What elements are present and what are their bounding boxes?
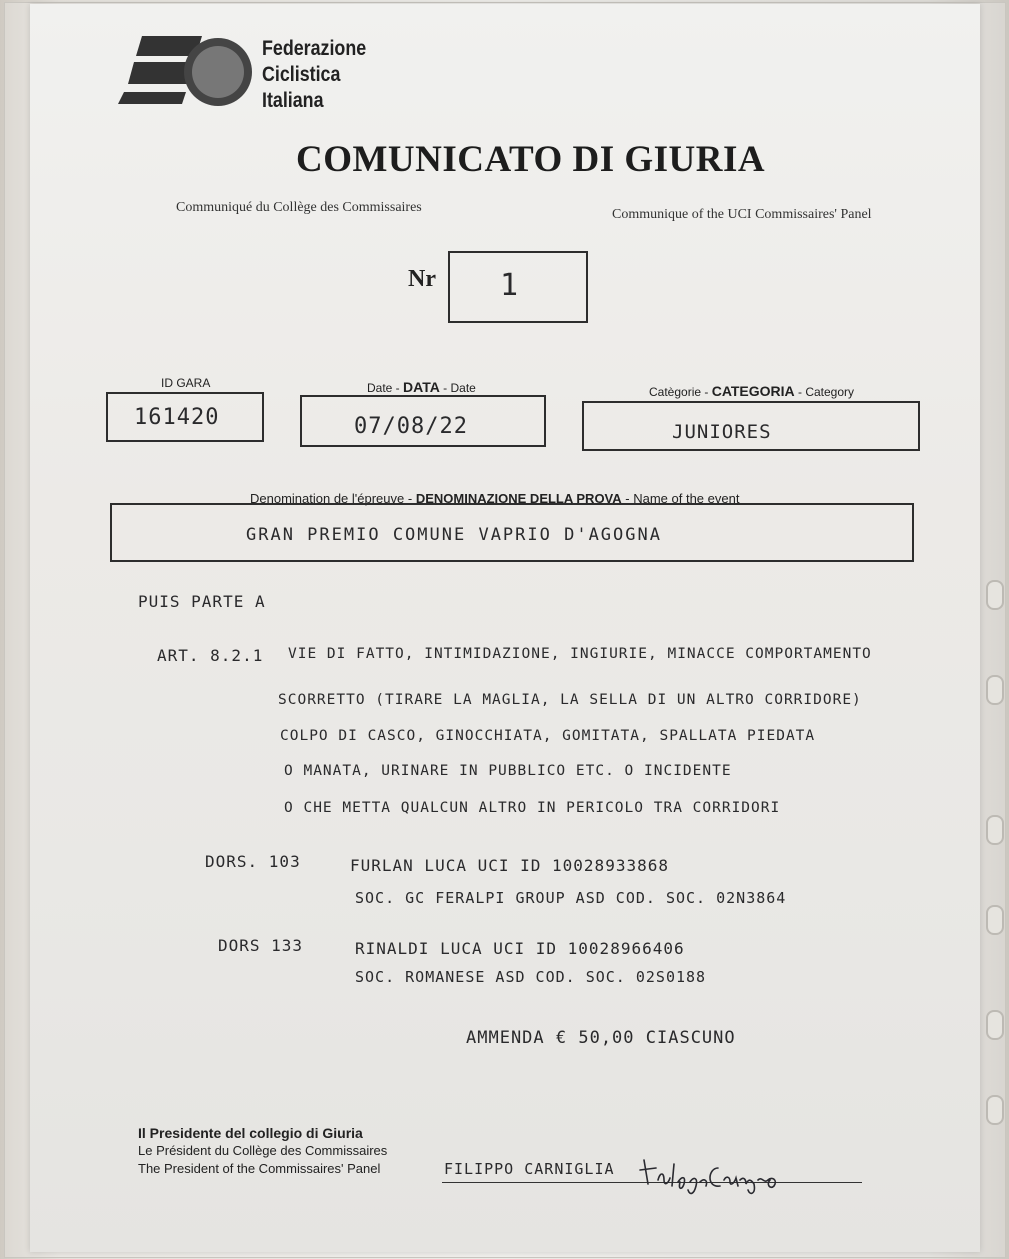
signature-icon [638,1150,788,1198]
sleeve-hole [986,815,1004,845]
article-line: SCORRETTO (TIRARE LA MAGLIA, LA SELLA DI UN ALTRO CORRIDORE) [278,692,862,708]
sleeve-hole [986,1010,1004,1040]
event-label: Denomination de l'épreuve - DENOMINAZIONE DELLA PROVA - Name of the event [250,491,740,506]
sleeve-hole [986,580,1004,610]
number-label: Nr [408,266,436,292]
article-line: O MANATA, URINARE IN PUBBLICO ETC. O INCIDENTE [284,763,732,779]
fine-line: AMMENDA € 50,00 CIASCUNO [466,1028,736,1048]
rider-line: RINALDI LUCA UCI ID 10028966406 [355,939,685,958]
fci-logo-icon [116,34,256,110]
event-value: GRAN PREMIO COMUNE VAPRIO D'AGOGNA [246,525,662,545]
article-line: VIE DI FATTO, INTIMIDAZIONE, INGIURIE, MINACCE COMPORTAMENTO [288,646,872,662]
rider-line: SOC. ROMANESE ASD COD. SOC. 02S0188 [355,968,707,986]
document-sheet [30,4,980,1252]
subtitle-english: Communique of the UCI Commissaires' Panel [612,207,872,222]
rider-dors: DORS 133 [218,936,304,955]
org-name: Federazione Ciclistica Italiana [262,37,367,112]
rider-line: FURLAN LUCA UCI ID 10028933868 [350,856,669,875]
subtitle-french: Communiqué du Collège des Commissaires [176,200,422,215]
sleeve-hole [986,675,1004,705]
article-line: COLPO DI CASCO, GINOCCHIATA, GOMITATA, SPALLATA PIEDATA [280,728,816,744]
intro-line: PUIS PARTE A [138,592,266,611]
date-value: 07/08/22 [354,414,468,439]
sleeve-hole [986,905,1004,935]
rider-dors: DORS. 103 [205,852,301,871]
president-block: Il Presidente del collegio di Giuria Le Président du Collège des Commissaires The President of the Commissaires' Panel [138,1125,388,1176]
article-line: O CHE METTA QUALCUN ALTRO IN PERICOLO TRA CORRIDORI [284,800,781,816]
signer-name: FILIPPO CARNIGLIA [444,1160,615,1178]
article-ref: ART. 8.2.1 [157,646,264,665]
rider-line: SOC. GC FERALPI GROUP ASD COD. SOC. 02N3864 [355,889,787,907]
category-label: Catègorie - CATEGORIA - Category [649,383,855,399]
id-gara-value: 161420 [134,405,220,430]
category-value: JUNIORES [672,421,772,443]
id-gara-label: ID GARA [161,376,211,390]
date-label: Date - DATA - Date [367,379,476,395]
document-title: COMUNICATO DI GIURIA [296,139,766,180]
number-value: 1 [500,268,520,303]
sleeve-hole [986,1095,1004,1125]
